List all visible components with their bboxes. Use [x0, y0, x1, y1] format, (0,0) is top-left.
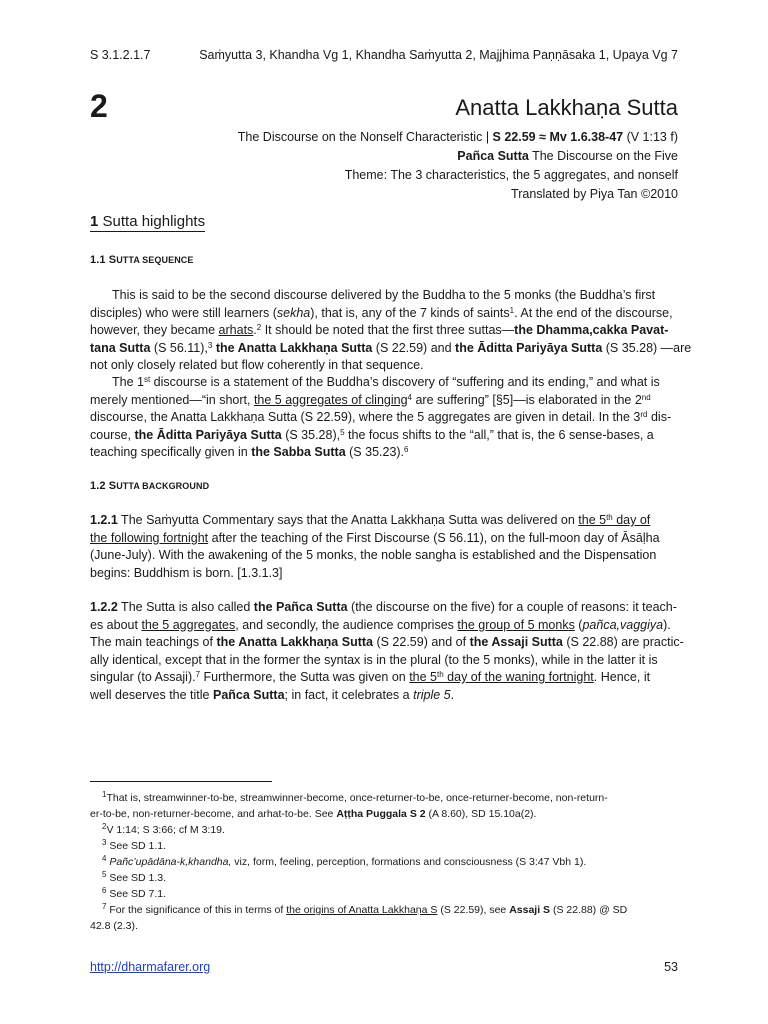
page-number: 53 [664, 960, 678, 974]
text-line [90, 617, 678, 635]
section-heading-text [90, 213, 205, 232]
subheading-text: UTTA SEQUENCE [116, 255, 194, 265]
underlined-phrase [409, 670, 594, 684]
alt-title: Pañca Sutta [457, 149, 529, 163]
text-run: the focus shifts to the “all,” that is, the 6 sense-bases, a [344, 427, 654, 442]
footnote-2 [90, 822, 678, 838]
footnote-text: V 1:14; S 3:66; cf M 3:19. [106, 824, 225, 836]
footnote-text: See SD 1.3. [106, 872, 166, 884]
text-run: dis- [647, 410, 672, 424]
underlined-phrase [578, 513, 650, 527]
text-run: discourse is a statement of the Buddha’s discovery of “suffering and its ending,” and what is [150, 375, 660, 389]
text-line [90, 512, 678, 530]
text-line: ally identical, except that in the former the syntax is in the plural (to the 5 monks), while in the latter it is [90, 652, 658, 667]
footnote-divider [90, 781, 272, 782]
subheading-number: 1.2 S [90, 480, 117, 492]
text-run: (S 35.28) —are [602, 340, 692, 355]
text-line: This is said to be the second discourse delivered by the Buddha to the 5 monks (the Buddha’s first [112, 288, 656, 302]
underlined-term: the 5 aggregates of clinging [253, 392, 408, 407]
footnote-number: 5 [102, 870, 107, 879]
subtitle-ref: S 22.59 ≈ Mv 1.6.38-47 [492, 130, 624, 144]
ordinal-suffix: th [437, 670, 444, 679]
text-run: Furthermore, the Sutta was given on [200, 670, 410, 684]
sutta-name: Aṭṭha Puggala S 2 [336, 808, 426, 820]
sutta-name: tana Sutta [90, 340, 151, 355]
text-line [90, 322, 678, 340]
text-run: es about [90, 617, 142, 632]
text-run: course, [90, 427, 135, 442]
text-line [90, 340, 692, 358]
underlined-phrase: the 5 aggregates [141, 617, 236, 632]
text-run: (S 56.11), [150, 340, 208, 355]
pali-term: Pañc’upādāna-k,khandha, [106, 856, 232, 868]
chapter-number: 2 [90, 88, 108, 124]
text-line [90, 427, 678, 445]
footnote-1-continued [90, 806, 678, 822]
text-run: (S 35.28), [281, 427, 341, 442]
text-line: (June-July). With the awakening of the 5 monks, the noble sangha is established and the Dispensation [90, 548, 657, 562]
sutta-name: the Dhamma,cakka Pavat- [514, 323, 669, 337]
footnotes [90, 790, 678, 934]
footnote-3 [90, 838, 678, 854]
sutta-name: the Pañca Sutta [253, 600, 348, 614]
footnote-number: 2 [102, 822, 107, 831]
ordinal-suffix: th [606, 513, 613, 522]
footnote-number: 6 [102, 886, 107, 895]
text-run: the 5 [409, 670, 438, 684]
sutta-name: the Anatta Lakkhaṇa Sutta [215, 340, 373, 355]
text-line [90, 392, 678, 410]
text-run: singular (to Assaji). [90, 670, 196, 684]
footnote-number: 3 [102, 838, 107, 847]
theme-line: Theme: The 3 characteristics, the 5 aggregates, and nonself [344, 168, 678, 182]
text-run: day of [612, 513, 651, 527]
footnote-text: See SD 7.1. [106, 888, 166, 900]
sutta-name: the Anatta Lakkhaṇa Sutta [216, 635, 373, 649]
translator-line: Translated by Piya Tan ©2010 [511, 187, 678, 201]
footnote-text: (S 22.88) @ SD [550, 904, 628, 916]
text-run: ( [574, 617, 583, 632]
text-run: (the discourse on the five) for a couple of reasons: it teach- [347, 600, 677, 614]
footnote-7 [90, 902, 678, 918]
paragraph-number: 1.2.1 [90, 513, 118, 527]
underlined-term: arhats [218, 323, 254, 337]
text-run: (S 22.59) and of [372, 635, 470, 649]
footnote-text: (A 8.60), SD 15.10a(2). [425, 808, 537, 820]
alt-title-line [238, 147, 678, 166]
subtitle-line [238, 128, 678, 147]
text-run: however, they became [90, 323, 219, 337]
text-run: merely mentioned—“in short, [90, 392, 254, 407]
subtitle-ref-vinaya: (V 1:13 f) [623, 130, 678, 144]
running-head-collection: Saṁyutta 3, Khandha Vg 1, Khandha Saṁyutta 2, Majjhima Paṇṇāsaka 1, Upaya Vg 7 [199, 48, 678, 62]
text-line [90, 687, 678, 705]
sutta-name: the Āditta Pariyāya Sutta [455, 340, 603, 355]
text-line [90, 305, 678, 323]
text-run: . [450, 687, 455, 702]
text-run: the 5 [578, 513, 607, 527]
text-line [90, 599, 678, 617]
sutta-name: the Sabba Sutta [251, 445, 346, 459]
text-run: The 1 [112, 375, 144, 389]
sutta-name: Pañca Sutta [212, 687, 285, 702]
text-line: not only closely related but flow coherently in that sequence. [90, 358, 424, 372]
text-run: . At the end of the discourse, [514, 305, 673, 320]
website-link[interactable]: http://dharmafarer.org [90, 960, 211, 974]
pali-term: sekha [276, 305, 311, 320]
text-run: , and secondly, the audience comprises [235, 617, 458, 632]
footnote-6 [90, 886, 678, 902]
footnote-marker[interactable]: 5 [340, 427, 345, 437]
text-run: (S 35.23). [345, 445, 405, 459]
pali-term: pañca,vaggiya [582, 617, 664, 632]
ordinal-suffix: rd [640, 410, 648, 419]
subheading-number: 1.1 S [90, 254, 117, 266]
subtitle-discourse: The Discourse on the Nonself Characteristic [237, 130, 483, 144]
sutta-name: the Assaji Sutta [469, 635, 563, 649]
text-run: The main teachings of [90, 635, 217, 649]
paragraph-1-2-2 [90, 599, 684, 704]
footnote-marker[interactable]: 7 [195, 670, 201, 679]
section-title: Sutta highlights [98, 213, 206, 230]
text-run: discourse, the Anatta Lakkhaṇa Sutta (S 22.59), where the 5 aggregates are given in detail. In the 3 [90, 410, 641, 424]
text-line: begins: Buddhism is born. [1.3.1.3] [90, 565, 283, 580]
paragraph-first-discourse [90, 374, 678, 462]
footnote-text: viz, form, feeling, perception, formations and consciousness (S 3:47 Vbh 1). [231, 856, 587, 868]
text-run: ), that is, any of the 7 kinds of saints [310, 305, 510, 320]
paragraph-1-2-1 [90, 512, 678, 582]
underlined-phrase: the following fortnight [90, 530, 209, 545]
text-run: . Hence, it [593, 670, 651, 684]
subheading-text: UTTA BACKGROUND [116, 481, 210, 491]
footnote-7-continued: 42.8 (2.3). [90, 920, 138, 932]
footnote-marker[interactable]: 2 [256, 323, 262, 332]
subheading-sutta-sequence [90, 254, 194, 266]
text-run: (S 22.59) and [372, 340, 456, 355]
footnote-4 [90, 854, 678, 870]
subtitle-separator: | [482, 130, 493, 144]
text-line [90, 634, 684, 652]
footnote-number: 4 [102, 854, 107, 863]
text-run: ). [663, 617, 671, 632]
footnote-marker[interactable]: 3 [207, 340, 213, 350]
emphasis: triple 5 [413, 687, 451, 702]
footnote-number: 1 [102, 790, 107, 799]
alt-title-gloss: The Discourse on the Five [528, 149, 678, 163]
footnote-marker[interactable]: 1 [509, 305, 515, 315]
paragraph-number: 1.2.2 [90, 600, 118, 614]
text-run: . [253, 323, 257, 337]
text-run: are suffering” [§5]—is elaborated in the 2 [412, 392, 642, 407]
sutta-name: the Āditta Pariyāya Sutta [134, 427, 282, 442]
paragraph-sequence-intro [90, 287, 692, 375]
ordinal-suffix: nd [641, 392, 651, 402]
footnote-marker[interactable]: 4 [407, 392, 412, 402]
footnote-text: (S 22.59), see [437, 904, 510, 916]
underlined-phrase: the group of 5 monks [457, 617, 575, 632]
running-head-ref: S 3.1.2.1.7 [90, 48, 151, 62]
text-line [90, 374, 678, 392]
text-run: It should be noted that the first three suttas— [261, 323, 515, 337]
footnote-marker[interactable]: 6 [404, 445, 409, 454]
section-number: 1 [90, 213, 99, 230]
page-title: Anatta Lakkhaṇa Sutta [455, 95, 678, 120]
footnote-text: That is, streamwinner-to-be, streamwinner-become, once-returner-to-be, once-returner-become, non-return- [106, 792, 608, 804]
text-run: (S 22.88) are practic- [562, 635, 684, 649]
text-run: day of the waning fortnight [443, 670, 594, 684]
footnote-text: er-to-be, non-returner-become, and arhat-to-be. See [90, 808, 337, 820]
footnote-5 [90, 870, 678, 886]
ordinal-suffix: st [143, 375, 151, 384]
text-run: ; in fact, it celebrates a [284, 687, 414, 702]
underlined-phrase: the origins of Anatta Lakkhaṇa S [286, 904, 438, 916]
sutta-name: Assaji S [509, 904, 551, 916]
text-line [90, 444, 678, 462]
text-run: The Sutta is also called [117, 600, 254, 614]
text-run: well deserves the title [90, 687, 213, 702]
footnote-number: 7 [102, 902, 107, 911]
text-line [90, 409, 678, 427]
text-run: teaching specifically given in [90, 445, 252, 459]
text-run: after the teaching of the First Discourse (S 56.11), on the full-moon day of Āsāḷha [208, 530, 660, 545]
footnote-text: For the significance of this in terms of [106, 904, 287, 916]
text-run: The Saṁyutta Commentary says that the Anatta Lakkhaṇa Sutta was delivered on [117, 513, 579, 527]
footnote-1 [90, 790, 678, 806]
text-line [90, 530, 678, 548]
text-line [90, 669, 678, 687]
subheading-sutta-background [90, 480, 209, 492]
title-block [238, 94, 678, 204]
text-run: disciples) who were still learners ( [90, 305, 277, 320]
footnote-text: See SD 1.1. [106, 840, 166, 852]
section-heading [90, 213, 205, 230]
